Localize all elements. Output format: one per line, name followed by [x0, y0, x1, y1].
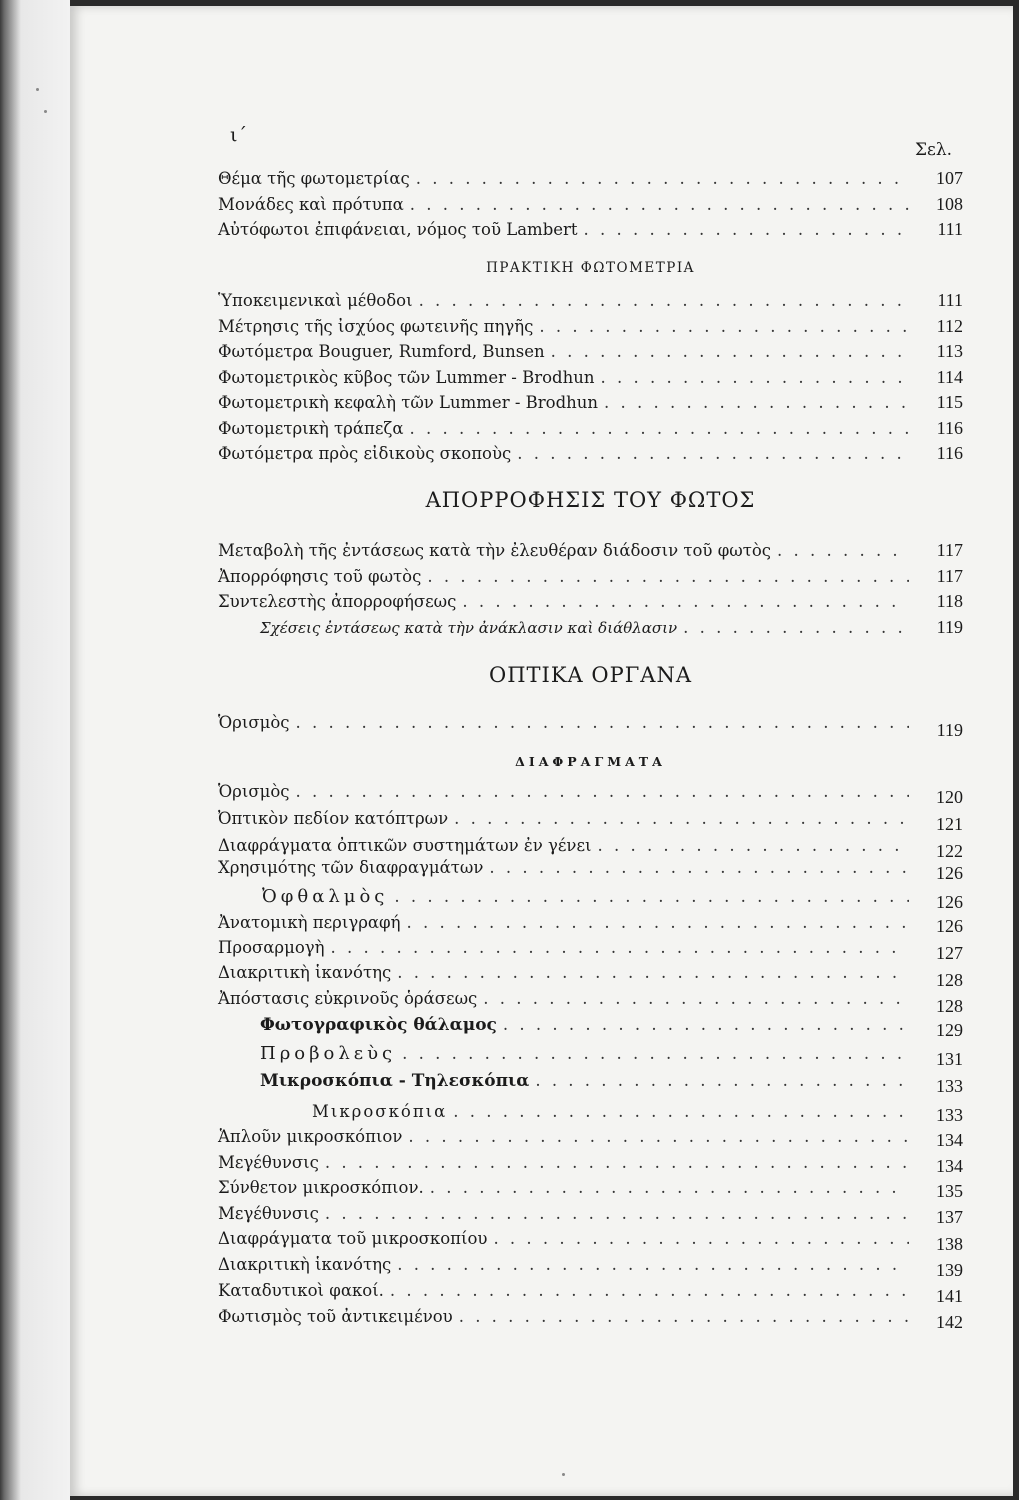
toc-entry: Προβολεὺς . . . 131	[260, 1043, 963, 1069]
leader-dots	[584, 220, 909, 239]
toc-entry: Ὑποκειμενικαὶ μέθοδοι . . . 111	[218, 290, 963, 316]
toc-entry: Ὀφθαλμὸς . . . 126	[262, 886, 963, 912]
leader-dots	[325, 1153, 909, 1172]
toc-entry: Καταδυτικοὶ φακοί. . . . 141	[218, 1280, 963, 1306]
leader-dots	[419, 291, 909, 310]
toc-entry: Φωτόμετρα Bouguer, Rumford, Bunsen . . . 113	[218, 341, 963, 367]
toc-entry: Διακριτικὴ ἱκανότης . . . 139	[218, 1254, 963, 1280]
toc-entry: Φωτομετρικὴ κεφαλὴ τῶν Lummer - Brodhun . . . 115	[218, 392, 963, 418]
leader-dots	[539, 317, 909, 336]
toc-entry: Ὁρισμὸς . . . 119	[218, 712, 963, 738]
leader-dots	[416, 169, 909, 188]
toc-entry: Σχέσεις ἐντάσεως κατὰ τὴν ἀνάκλασιν καὶ διάθλασιν . . . 119	[260, 617, 963, 643]
leader-dots	[390, 1281, 909, 1300]
leader-dots	[427, 567, 909, 586]
toc-entry: Φωτόμετρα πρὸς εἰδικοὺς σκοποὺς . . . 116	[218, 443, 963, 469]
toc-entry: Μεταβολὴ τῆς ἐντάσεως κατὰ τὴν ἐλευθέραν διάδοσιν τοῦ φωτὸς . . . 117	[218, 540, 963, 566]
leader-dots	[410, 195, 909, 214]
leader-dots	[462, 592, 909, 611]
leader-dots	[402, 1044, 909, 1063]
leader-dots	[535, 1071, 909, 1090]
section-heading-absorption: ΑΠΟΡΡΟΦΗΣΙΣ ΤΟΥ ΦΩΤΟΣ	[425, 488, 756, 512]
page-column-header: Σελ.	[915, 140, 953, 160]
toc-entry: Μονάδες καὶ πρότυπα . . . 108	[218, 194, 963, 220]
leader-dots	[397, 963, 909, 982]
toc-entry: Φωτομετρικὴ τράπεζα . . . 116	[218, 418, 963, 444]
toc-entry: Διακριτικὴ ἱκανότης . . . 128	[218, 962, 963, 988]
toc-entry: Μεγέθυνσις . . . 134	[218, 1152, 963, 1178]
leader-dots	[397, 1255, 909, 1274]
scan-speck	[36, 88, 39, 91]
toc-entry: Φωτογραφικὸς θάλαμος . . . 129	[260, 1014, 963, 1040]
section-heading-diaphragms: ΔΙΑΦΡΑΓΜΑΤΑ	[515, 754, 666, 769]
leader-dots	[517, 444, 909, 463]
toc-entry: Αὐτόφωτοι ἐπιφάνειαι, νόμος τοῦ Lambert . . . 111	[218, 219, 963, 245]
toc-entry: Ἁπλοῦν μικροσκόπιον . . . 134	[218, 1126, 963, 1152]
leader-dots	[489, 858, 909, 877]
page-number: ι΄	[230, 124, 247, 146]
toc-entry: Ὁρισμὸς . . . 120	[218, 781, 963, 807]
toc-entry: Μεγέθυνσις . . . 137	[218, 1203, 963, 1229]
toc-entry: Μέτρησις τῆς ἰσχύος φωτεινῆς πηγῆς . . . 112	[218, 316, 963, 342]
leader-dots	[551, 342, 909, 361]
leader-dots	[325, 1204, 909, 1223]
toc-entry: Ὀπτικὸν πεδίον κατόπτρων . . . 121	[218, 808, 963, 834]
leader-dots	[394, 887, 909, 906]
toc-entry: Μικροσκόπια . . . 133	[312, 1101, 963, 1127]
toc-entry: Σύνθετον μικροσκόπιον. . . . 135	[218, 1177, 963, 1203]
toc-entry: Συντελεστὴς ἀπορροφήσεως . . . 118	[218, 591, 963, 617]
toc-entry: Διαφράγματα ὀπτικῶν συστημάτων ἐν γένει . . . 122	[218, 835, 963, 861]
toc-entry: Προσαρμογὴ . . . 127	[218, 937, 963, 963]
leader-dots	[410, 419, 909, 438]
toc-entry: Μικροσκόπια - Τηλεσκόπια . . . 133	[260, 1070, 963, 1096]
leader-dots	[459, 1307, 909, 1326]
toc-entry: Ἀπόστασις εὐκρινοῦς ὁράσεως . . . 128	[218, 988, 963, 1014]
leader-dots	[503, 1015, 909, 1034]
leader-dots	[331, 938, 909, 957]
scan-speck	[44, 110, 47, 113]
leader-dots	[597, 836, 909, 855]
leader-dots	[296, 713, 909, 732]
leader-dots	[777, 541, 909, 560]
section-heading-practical: ΠΡΑΚΤΙΚΗ ΦΩΤΟΜΕΤΡΙΑ	[486, 260, 695, 276]
toc-entry: Φωτομετρικὸς κῦβος τῶν Lummer - Brodhun . . . 114	[218, 367, 963, 393]
scan-speck	[562, 1473, 565, 1476]
leader-dots	[296, 782, 909, 801]
leader-dots	[454, 809, 909, 828]
toc-entry: Φωτισμὸς τοῦ ἀντικειμένου . . . 142	[218, 1306, 963, 1332]
toc-entry: Ἀνατομικὴ περιγραφή . . . 126	[218, 912, 963, 938]
toc-entry: Χρησιμότης τῶν διαφραγμάτων . . . 126	[218, 857, 963, 883]
toc-entry: Ἀπορρόφησις τοῦ φωτὸς . . . 117	[218, 566, 963, 592]
leader-dots	[408, 1127, 909, 1146]
toc-entry: Θέμα τῆς φωτομετρίας . . . 107	[218, 168, 963, 194]
leader-dots	[430, 1178, 909, 1197]
leader-dots	[483, 989, 909, 1008]
leader-dots	[493, 1229, 909, 1248]
leader-dots	[453, 1102, 909, 1121]
leader-dots	[604, 393, 909, 412]
leader-dots	[683, 618, 909, 637]
leader-dots	[601, 368, 910, 387]
leader-dots	[407, 913, 910, 932]
toc-entry: Διαφράγματα τοῦ μικροσκοπίου . . . 138	[218, 1228, 963, 1254]
section-heading-optics: ΟΠΤΙΚΑ ΟΡΓΑΝΑ	[489, 663, 692, 687]
